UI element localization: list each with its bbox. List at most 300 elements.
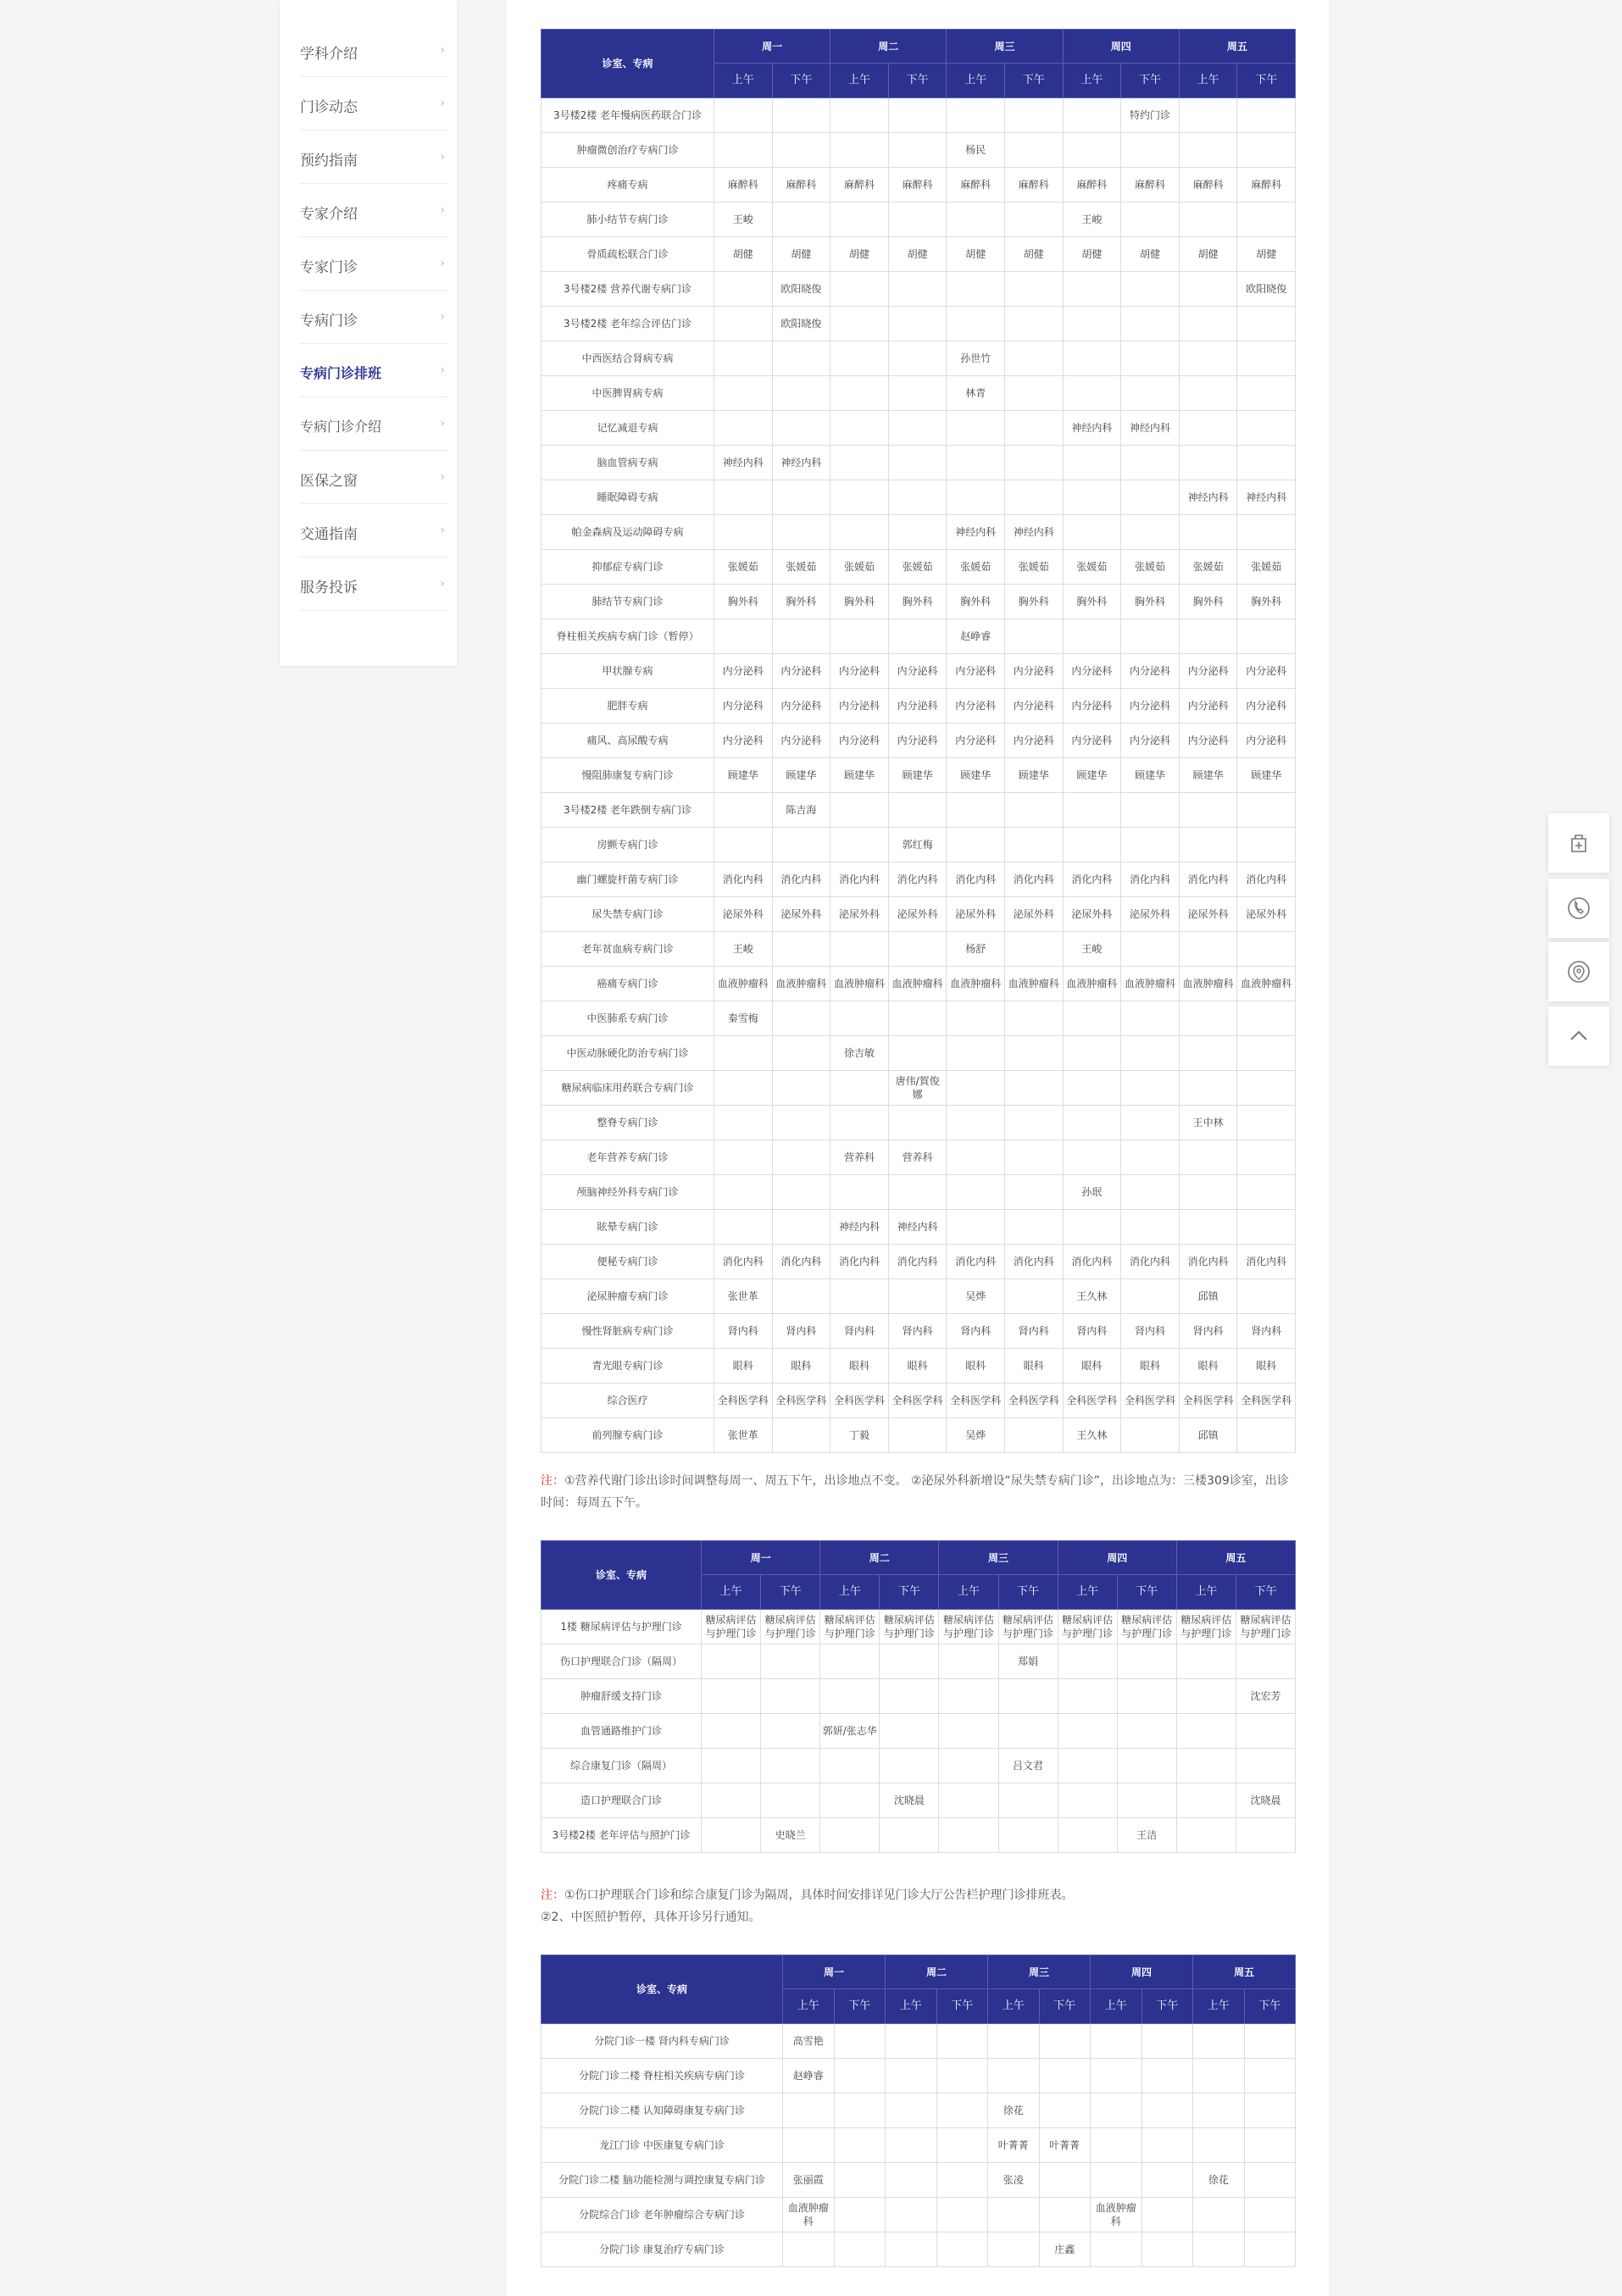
- table-row: [542, 515, 1296, 550]
- schedule-cell: 消化内科: [1121, 1245, 1180, 1279]
- schedule-cell: [880, 1714, 939, 1749]
- schedule-cell: [1244, 2163, 1296, 2198]
- column-header-am: 上午: [714, 64, 773, 98]
- schedule-cell: [1039, 2163, 1091, 2198]
- schedule-cell: 胡健: [888, 237, 947, 272]
- schedule-cell: [1063, 1036, 1121, 1071]
- schedule-cell: 徐花: [1193, 2163, 1245, 2198]
- schedule-cell: [772, 1140, 830, 1175]
- schedule-cell: 眼科: [888, 1349, 947, 1384]
- schedule-cell: [888, 1106, 947, 1140]
- schedule-cell: 胸外科: [1121, 585, 1180, 619]
- schedule-cell: [1058, 1644, 1117, 1679]
- schedule-cell: [1237, 1210, 1296, 1245]
- column-header-pm: 下午: [761, 1575, 820, 1610]
- schedule-cell: 张媛茹: [772, 550, 830, 585]
- schedule-cell: 营养科: [888, 1140, 947, 1175]
- schedule-cell: [1058, 1749, 1117, 1783]
- schedule-cell: 肾内科: [1063, 1314, 1121, 1349]
- sidebar-item-expert-clinic[interactable]: 专家门诊 ›: [300, 237, 448, 291]
- column-header-day: 周三: [947, 30, 1063, 64]
- schedule-cell: 全科医学科: [947, 1384, 1005, 1418]
- schedule-cell: [1005, 1036, 1064, 1071]
- schedule-cell: [830, 1106, 889, 1140]
- column-header-am: 上午: [886, 1989, 937, 2024]
- schedule-cell: [830, 133, 889, 168]
- schedule-cell: [1179, 202, 1237, 237]
- schedule-cell: [830, 515, 889, 550]
- schedule-cell: [714, 98, 773, 133]
- schedule-cell: [1063, 376, 1121, 411]
- schedule-cell: 王洁: [1117, 1818, 1176, 1853]
- schedule-cell: [1176, 1714, 1236, 1749]
- schedule-cell: [947, 828, 1005, 862]
- schedule-cell: [1005, 480, 1064, 515]
- schedule-cell: [947, 480, 1005, 515]
- table-row: [542, 758, 1296, 793]
- column-header-am: 上午: [1176, 1575, 1236, 1610]
- chevron-right-icon: ›: [440, 524, 445, 537]
- column-header-day: 周一: [702, 1541, 820, 1575]
- back-to-top-button[interactable]: [1548, 1007, 1609, 1066]
- clinic-name-cell: 老年贫血病专病门诊: [542, 932, 714, 967]
- schedule-cell: [1193, 2232, 1245, 2267]
- schedule-cell: [772, 1106, 830, 1140]
- schedule-cell: [702, 1818, 761, 1853]
- sidebar-item-appointment-guide[interactable]: 预约指南 ›: [300, 130, 448, 184]
- map-pin-icon: [1564, 957, 1593, 986]
- schedule-cell: 肾内科: [830, 1314, 889, 1349]
- schedule-cell: [1179, 1071, 1237, 1106]
- schedule-cell: [886, 2198, 937, 2232]
- chevron-right-icon: ›: [440, 150, 445, 164]
- column-header-pm: 下午: [1005, 64, 1064, 98]
- schedule-cell: [1236, 1714, 1295, 1749]
- schedule-cell: 消化内科: [830, 862, 889, 897]
- schedule-cell: [820, 1749, 880, 1783]
- schedule-cell: [772, 133, 830, 168]
- schedule-cell: [1039, 2094, 1091, 2128]
- schedule-cell: 泌尿外科: [1237, 897, 1296, 932]
- schedule-cell: 胡健: [947, 237, 1005, 272]
- clinic-name-cell: 1楼 糖尿病评估与护理门诊: [542, 1610, 702, 1644]
- sidebar-item-clinic-news[interactable]: 门诊动态 ›: [300, 77, 448, 130]
- schedule-cell: [830, 307, 889, 341]
- clinic-name-cell: 尿失禁专病门诊: [542, 897, 714, 932]
- schedule-cell: 杨民: [947, 133, 1005, 168]
- clinic-name-cell: 痛风、高尿酸专病: [542, 724, 714, 758]
- column-header-pm: 下午: [936, 1989, 988, 2024]
- table-row: [542, 1749, 1296, 1783]
- schedule-cell: [939, 1644, 998, 1679]
- column-header-day: 周五: [1176, 1541, 1295, 1575]
- schedule-cell: [1179, 932, 1237, 967]
- schedule-cell: 神经内科: [1005, 515, 1064, 550]
- schedule-cell: [714, 1210, 773, 1245]
- schedule-cell: [1091, 2059, 1142, 2094]
- schedule-cell: [1121, 376, 1180, 411]
- schedule-cell: [888, 1036, 947, 1071]
- schedule-cell: [1063, 1001, 1121, 1036]
- schedule-cell: [1142, 2198, 1193, 2232]
- schedule-cell: 胸外科: [888, 585, 947, 619]
- clinic-name-cell: 睡眠障碍专病: [542, 480, 714, 515]
- schedule-cell: [1063, 1210, 1121, 1245]
- schedule-cell: [714, 515, 773, 550]
- schedule-cell: 血液肿瘤科: [1091, 2198, 1142, 2232]
- clinic-name-cell: 分院门诊二楼 脑功能检测与调控康复专病门诊: [542, 2163, 783, 2198]
- schedule-cell: 胸外科: [714, 585, 773, 619]
- schedule-cell: 内分泌科: [888, 654, 947, 689]
- sidebar-item-expert-intro[interactable]: 专家介绍 ›: [300, 184, 448, 237]
- schedule-cell: [1237, 133, 1296, 168]
- schedule-cell: 胡健: [1121, 237, 1180, 272]
- schedule-cell: 泌尿外科: [1121, 897, 1180, 932]
- schedule-cell: [1005, 411, 1064, 446]
- clinic-name-cell: 3号楼2楼 老年评估与照护门诊: [542, 1818, 702, 1853]
- schedule-cell: 孙世竹: [947, 341, 1005, 376]
- schedule-cell: [1142, 2024, 1193, 2059]
- schedule-cell: [888, 341, 947, 376]
- schedule-cell: 内分泌科: [947, 654, 1005, 689]
- schedule-cell: [1063, 341, 1121, 376]
- schedule-cell: [1121, 1106, 1180, 1140]
- schedule-cell: 肾内科: [888, 1314, 947, 1349]
- schedule-cell: [702, 1644, 761, 1679]
- clinic-name-cell: 便秘专病门诊: [542, 1245, 714, 1279]
- clinic-name-cell: 老年营养专病门诊: [542, 1140, 714, 1175]
- schedule-cell: 内分泌科: [1005, 689, 1064, 724]
- schedule-cell: [714, 272, 773, 307]
- clinic-name-cell: 脊柱相关疾病专病门诊（暂停）: [542, 619, 714, 654]
- column-header-am: 上午: [1063, 64, 1121, 98]
- schedule-cell: 肾内科: [947, 1314, 1005, 1349]
- schedule-cell: [761, 1749, 820, 1783]
- schedule-cell: 张媛茹: [888, 550, 947, 585]
- schedule-cell: 陈吉海: [772, 793, 830, 828]
- schedule-cell: 肾内科: [1005, 1314, 1064, 1349]
- schedule-cell: 血液肿瘤科: [830, 967, 889, 1001]
- schedule-cell: [1244, 2024, 1296, 2059]
- schedule-cell: 王峻: [714, 202, 773, 237]
- schedule-cell: 叶菁菁: [988, 2128, 1040, 2163]
- schedule-cell: 高雪艳: [783, 2024, 835, 2059]
- schedule-cell: 麻醉科: [888, 168, 947, 202]
- schedule-cell: 胡健: [1237, 237, 1296, 272]
- add-medical-button[interactable]: [1548, 813, 1609, 873]
- schedule-cell: 麻醉科: [714, 168, 773, 202]
- schedule-cell: [1142, 2232, 1193, 2267]
- schedule-cell: 血液肿瘤科: [1121, 967, 1180, 1001]
- schedule-cell: [939, 1679, 998, 1714]
- schedule-cell: [947, 1036, 1005, 1071]
- schedule-cell: [1058, 1818, 1117, 1853]
- schedule-cell: 赵峥睿: [947, 619, 1005, 654]
- schedule-cell: [1193, 2128, 1245, 2163]
- schedule-cell: 眼科: [947, 1349, 1005, 1384]
- schedule-cell: 内分泌科: [772, 724, 830, 758]
- schedule-cell: [772, 411, 830, 446]
- schedule-cell: [1244, 2094, 1296, 2128]
- schedule-cell: [888, 272, 947, 307]
- schedule-cell: 庄鑫: [1039, 2232, 1091, 2267]
- schedule-cell: 消化内科: [714, 1245, 773, 1279]
- schedule-cell: 内分泌科: [1005, 654, 1064, 689]
- schedule-cell: [714, 376, 773, 411]
- schedule-cell: 糖尿病评估与护理门诊: [761, 1610, 820, 1644]
- schedule-cell: [1005, 619, 1064, 654]
- column-header-day: 周五: [1193, 1955, 1296, 1989]
- schedule-cell: [947, 307, 1005, 341]
- map-pin-button[interactable]: [1548, 942, 1609, 1001]
- schedule-cell: 眼科: [1237, 1349, 1296, 1384]
- schedule-cell: [830, 793, 889, 828]
- clinic-name-cell: 肺结节专病门诊: [542, 585, 714, 619]
- schedule-cell: 唐伟/賀俊娜: [888, 1071, 947, 1106]
- schedule-cell: 麻醉科: [1237, 168, 1296, 202]
- schedule-cell: 张世革: [714, 1279, 773, 1314]
- sidebar-item-traffic-guide[interactable]: 交通指南 ›: [300, 504, 448, 557]
- column-header-am: 上午: [702, 1575, 761, 1610]
- schedule-cell: [830, 446, 889, 480]
- sidebar-item-subject-intro[interactable]: 学科介绍 ›: [300, 24, 448, 77]
- schedule-cell: 王久林: [1063, 1279, 1121, 1314]
- schedule-cell: 内分泌科: [1237, 654, 1296, 689]
- table-row: [542, 793, 1296, 828]
- schedule-cell: [1237, 828, 1296, 862]
- schedule-cell: [1121, 341, 1180, 376]
- table-row: [542, 480, 1296, 515]
- clinic-name-cell: 房颤专病门诊: [542, 828, 714, 862]
- schedule-cell: 神经内科: [1121, 411, 1180, 446]
- schedule-cell: [1237, 515, 1296, 550]
- schedule-cell: 胸外科: [772, 585, 830, 619]
- schedule-cell: 泌尿外科: [1005, 897, 1064, 932]
- schedule-cell: [1039, 2198, 1091, 2232]
- schedule-cell: [888, 1001, 947, 1036]
- schedule-cell: [1039, 2024, 1091, 2059]
- chevron-right-icon: ›: [440, 97, 445, 110]
- table-row: [542, 967, 1296, 1001]
- column-header-pm: 下午: [1142, 1989, 1193, 2024]
- table-row: [542, 2232, 1296, 2267]
- clinic-name-cell: 疼痛专病: [542, 168, 714, 202]
- schedule-cell: [830, 619, 889, 654]
- table-row: [542, 272, 1296, 307]
- column-header-pm: 下午: [834, 1989, 886, 2024]
- schedule-cell: 眼科: [772, 1349, 830, 1384]
- schedule-cell: 张媛茹: [1179, 550, 1237, 585]
- schedule-cell: 糖尿病评估与护理门诊: [880, 1610, 939, 1644]
- schedule-cell: [1091, 2128, 1142, 2163]
- schedule-cell: 顾建华: [888, 758, 947, 793]
- schedule-cell: [1063, 515, 1121, 550]
- schedule-cell: 血液肿瘤科: [714, 967, 773, 1001]
- schedule-cell: [1117, 1749, 1176, 1783]
- schedule-cell: [1176, 1818, 1236, 1853]
- table-row: [542, 446, 1296, 480]
- schedule-cell: 王久林: [1063, 1418, 1121, 1453]
- schedule-cell: [888, 1279, 947, 1314]
- schedule-cell: 秦雪梅: [714, 1001, 773, 1036]
- schedule-cell: [1121, 307, 1180, 341]
- schedule-cell: 内分泌科: [830, 654, 889, 689]
- schedule-cell: [1121, 1036, 1180, 1071]
- schedule-cell: 全科医学科: [1237, 1384, 1296, 1418]
- schedule-cell: [714, 793, 773, 828]
- sidebar-item-special-schedule[interactable]: 专病门诊排班 ›: [300, 344, 448, 397]
- schedule-cell: 眼科: [1121, 1349, 1180, 1384]
- main-content: [507, 0, 1329, 2296]
- sidebar-item-special-clinic[interactable]: 专病门诊 ›: [300, 291, 448, 344]
- schedule-cell: [830, 828, 889, 862]
- schedule-cell: 糖尿病评估与护理门诊: [939, 1610, 998, 1644]
- schedule-table-main: [541, 29, 1296, 1453]
- sidebar-item-insurance[interactable]: 医保之窗 ›: [300, 451, 448, 504]
- column-header-day: 周二: [886, 1955, 988, 1989]
- schedule-cell: [880, 1644, 939, 1679]
- schedule-cell: [1121, 793, 1180, 828]
- schedule-cell: [834, 2232, 886, 2267]
- schedule-cell: [947, 1210, 1005, 1245]
- schedule-cell: [1121, 1210, 1180, 1245]
- schedule-cell: [772, 1175, 830, 1210]
- schedule-cell: 张媛茹: [830, 550, 889, 585]
- schedule-cell: [886, 2094, 937, 2128]
- schedule-cell: 泌尿外科: [772, 897, 830, 932]
- clinic-name-cell: 甲状腺专病: [542, 654, 714, 689]
- schedule-cell: [1237, 932, 1296, 967]
- table-row: [542, 2094, 1296, 2128]
- table-row: [542, 1175, 1296, 1210]
- table-row: [542, 98, 1296, 133]
- schedule-cell: [820, 1818, 880, 1853]
- column-header-day: 周三: [939, 1541, 1058, 1575]
- schedule-cell: 泌尿外科: [888, 897, 947, 932]
- schedule-cell: [947, 202, 1005, 237]
- schedule-cell: [772, 1279, 830, 1314]
- back-to-top-icon: [1564, 1022, 1593, 1051]
- schedule-cell: [1179, 411, 1237, 446]
- chevron-right-icon: ›: [440, 470, 445, 484]
- column-header-day: 周二: [830, 30, 947, 64]
- schedule-cell: [761, 1714, 820, 1749]
- schedule-cell: 丁毅: [830, 1418, 889, 1453]
- clinic-name-cell: 抑郁症专病门诊: [542, 550, 714, 585]
- schedule-cell: [1179, 515, 1237, 550]
- schedule-cell: [888, 1418, 947, 1453]
- schedule-cell: [1063, 793, 1121, 828]
- schedule-cell: 内分泌科: [1179, 689, 1237, 724]
- schedule-cell: 麻醉科: [1005, 168, 1064, 202]
- schedule-cell: 胡健: [714, 237, 773, 272]
- schedule-cell: [1179, 341, 1237, 376]
- table-row: [542, 828, 1296, 862]
- schedule-cell: 吕文君: [998, 1749, 1058, 1783]
- schedule-cell: 消化内科: [1005, 1245, 1064, 1279]
- schedule-cell: [947, 272, 1005, 307]
- schedule-cell: 消化内科: [1237, 1245, 1296, 1279]
- schedule-cell: 胸外科: [1237, 585, 1296, 619]
- schedule-cell: [1063, 480, 1121, 515]
- schedule-cell: [886, 2059, 937, 2094]
- schedule-cell: [820, 1644, 880, 1679]
- schedule-cell: 欧阳晓俊: [772, 272, 830, 307]
- schedule-cell: 眼科: [830, 1349, 889, 1384]
- schedule-cell: [998, 1714, 1058, 1749]
- schedule-cell: [1005, 1001, 1064, 1036]
- schedule-cell: [1237, 619, 1296, 654]
- schedule-cell: 赵峥睿: [783, 2059, 835, 2094]
- schedule-cell: 眼科: [1063, 1349, 1121, 1384]
- sidebar-item-complaint[interactable]: 服务投诉 ›: [300, 557, 448, 611]
- schedule-cell: [939, 1783, 998, 1818]
- schedule-cell: [820, 1679, 880, 1714]
- column-header-pm: 下午: [1236, 1575, 1295, 1610]
- schedule-cell: 糖尿病评估与护理门诊: [1236, 1610, 1295, 1644]
- schedule-cell: [1063, 133, 1121, 168]
- table-row: [542, 1818, 1296, 1853]
- column-header-am: 上午: [1193, 1989, 1245, 2024]
- schedule-cell: [1176, 1679, 1236, 1714]
- schedule-cell: 杨舒: [947, 932, 1005, 967]
- column-header-room: 诊室、专病: [542, 1955, 783, 2024]
- schedule-cell: 内分泌科: [1179, 654, 1237, 689]
- schedule-cell: [936, 2059, 988, 2094]
- schedule-cell: 消化内科: [714, 862, 773, 897]
- schedule-cell: [1005, 1279, 1064, 1314]
- clinic-name-cell: 中西医结合肾病专病: [542, 341, 714, 376]
- schedule-cell: [772, 376, 830, 411]
- column-header-day: 周一: [714, 30, 830, 64]
- schedule-cell: 消化内科: [772, 862, 830, 897]
- schedule-cell: [888, 307, 947, 341]
- schedule-note-1: 注：①营养代谢门诊出诊时间调整每周一、周五下午，出诊地点不变。 ②泌尿外科新增设“尿失禁专病门诊”，出诊地点为：三楼309诊室，出诊时间：每周五下午。: [541, 1474, 1289, 1510]
- schedule-cell: [998, 1818, 1058, 1853]
- column-header-am: 上午: [820, 1575, 880, 1610]
- table-row: [542, 654, 1296, 689]
- schedule-cell: 叶菁菁: [1039, 2128, 1091, 2163]
- clinic-name-cell: 3号楼2楼 老年综合评估门诊: [542, 307, 714, 341]
- sidebar-item-special-intro[interactable]: 专病门诊介绍 ›: [300, 397, 448, 451]
- clinic-name-cell: 慢性肾脏病专病门诊: [542, 1314, 714, 1349]
- schedule-cell: [1179, 133, 1237, 168]
- schedule-cell: [1193, 2024, 1245, 2059]
- clinic-name-cell: 分院门诊一楼 肾内科专病门诊: [542, 2024, 783, 2059]
- schedule-cell: [772, 1036, 830, 1071]
- schedule-cell: [880, 1818, 939, 1853]
- schedule-cell: 胡健: [772, 237, 830, 272]
- schedule-cell: [772, 828, 830, 862]
- column-header-day: 周一: [783, 1955, 886, 1989]
- schedule-cell: 麻醉科: [947, 168, 1005, 202]
- schedule-cell: 王峻: [1063, 932, 1121, 967]
- schedule-cell: 胸外科: [947, 585, 1005, 619]
- schedule-cell: 麻醉科: [1063, 168, 1121, 202]
- schedule-cell: [988, 2024, 1040, 2059]
- schedule-cell: 神经内科: [1237, 480, 1296, 515]
- schedule-cell: 泌尿外科: [947, 897, 1005, 932]
- schedule-cell: 邱镇: [1179, 1279, 1237, 1314]
- schedule-cell: 徐花: [988, 2094, 1040, 2128]
- column-header-pm: 下午: [1039, 1989, 1091, 2024]
- phone-button[interactable]: [1548, 879, 1609, 938]
- table-row: [542, 168, 1296, 202]
- column-header-room: 诊室、专病: [542, 30, 714, 98]
- schedule-cell: [830, 1279, 889, 1314]
- schedule-cell: [1063, 828, 1121, 862]
- schedule-cell: 营养科: [830, 1140, 889, 1175]
